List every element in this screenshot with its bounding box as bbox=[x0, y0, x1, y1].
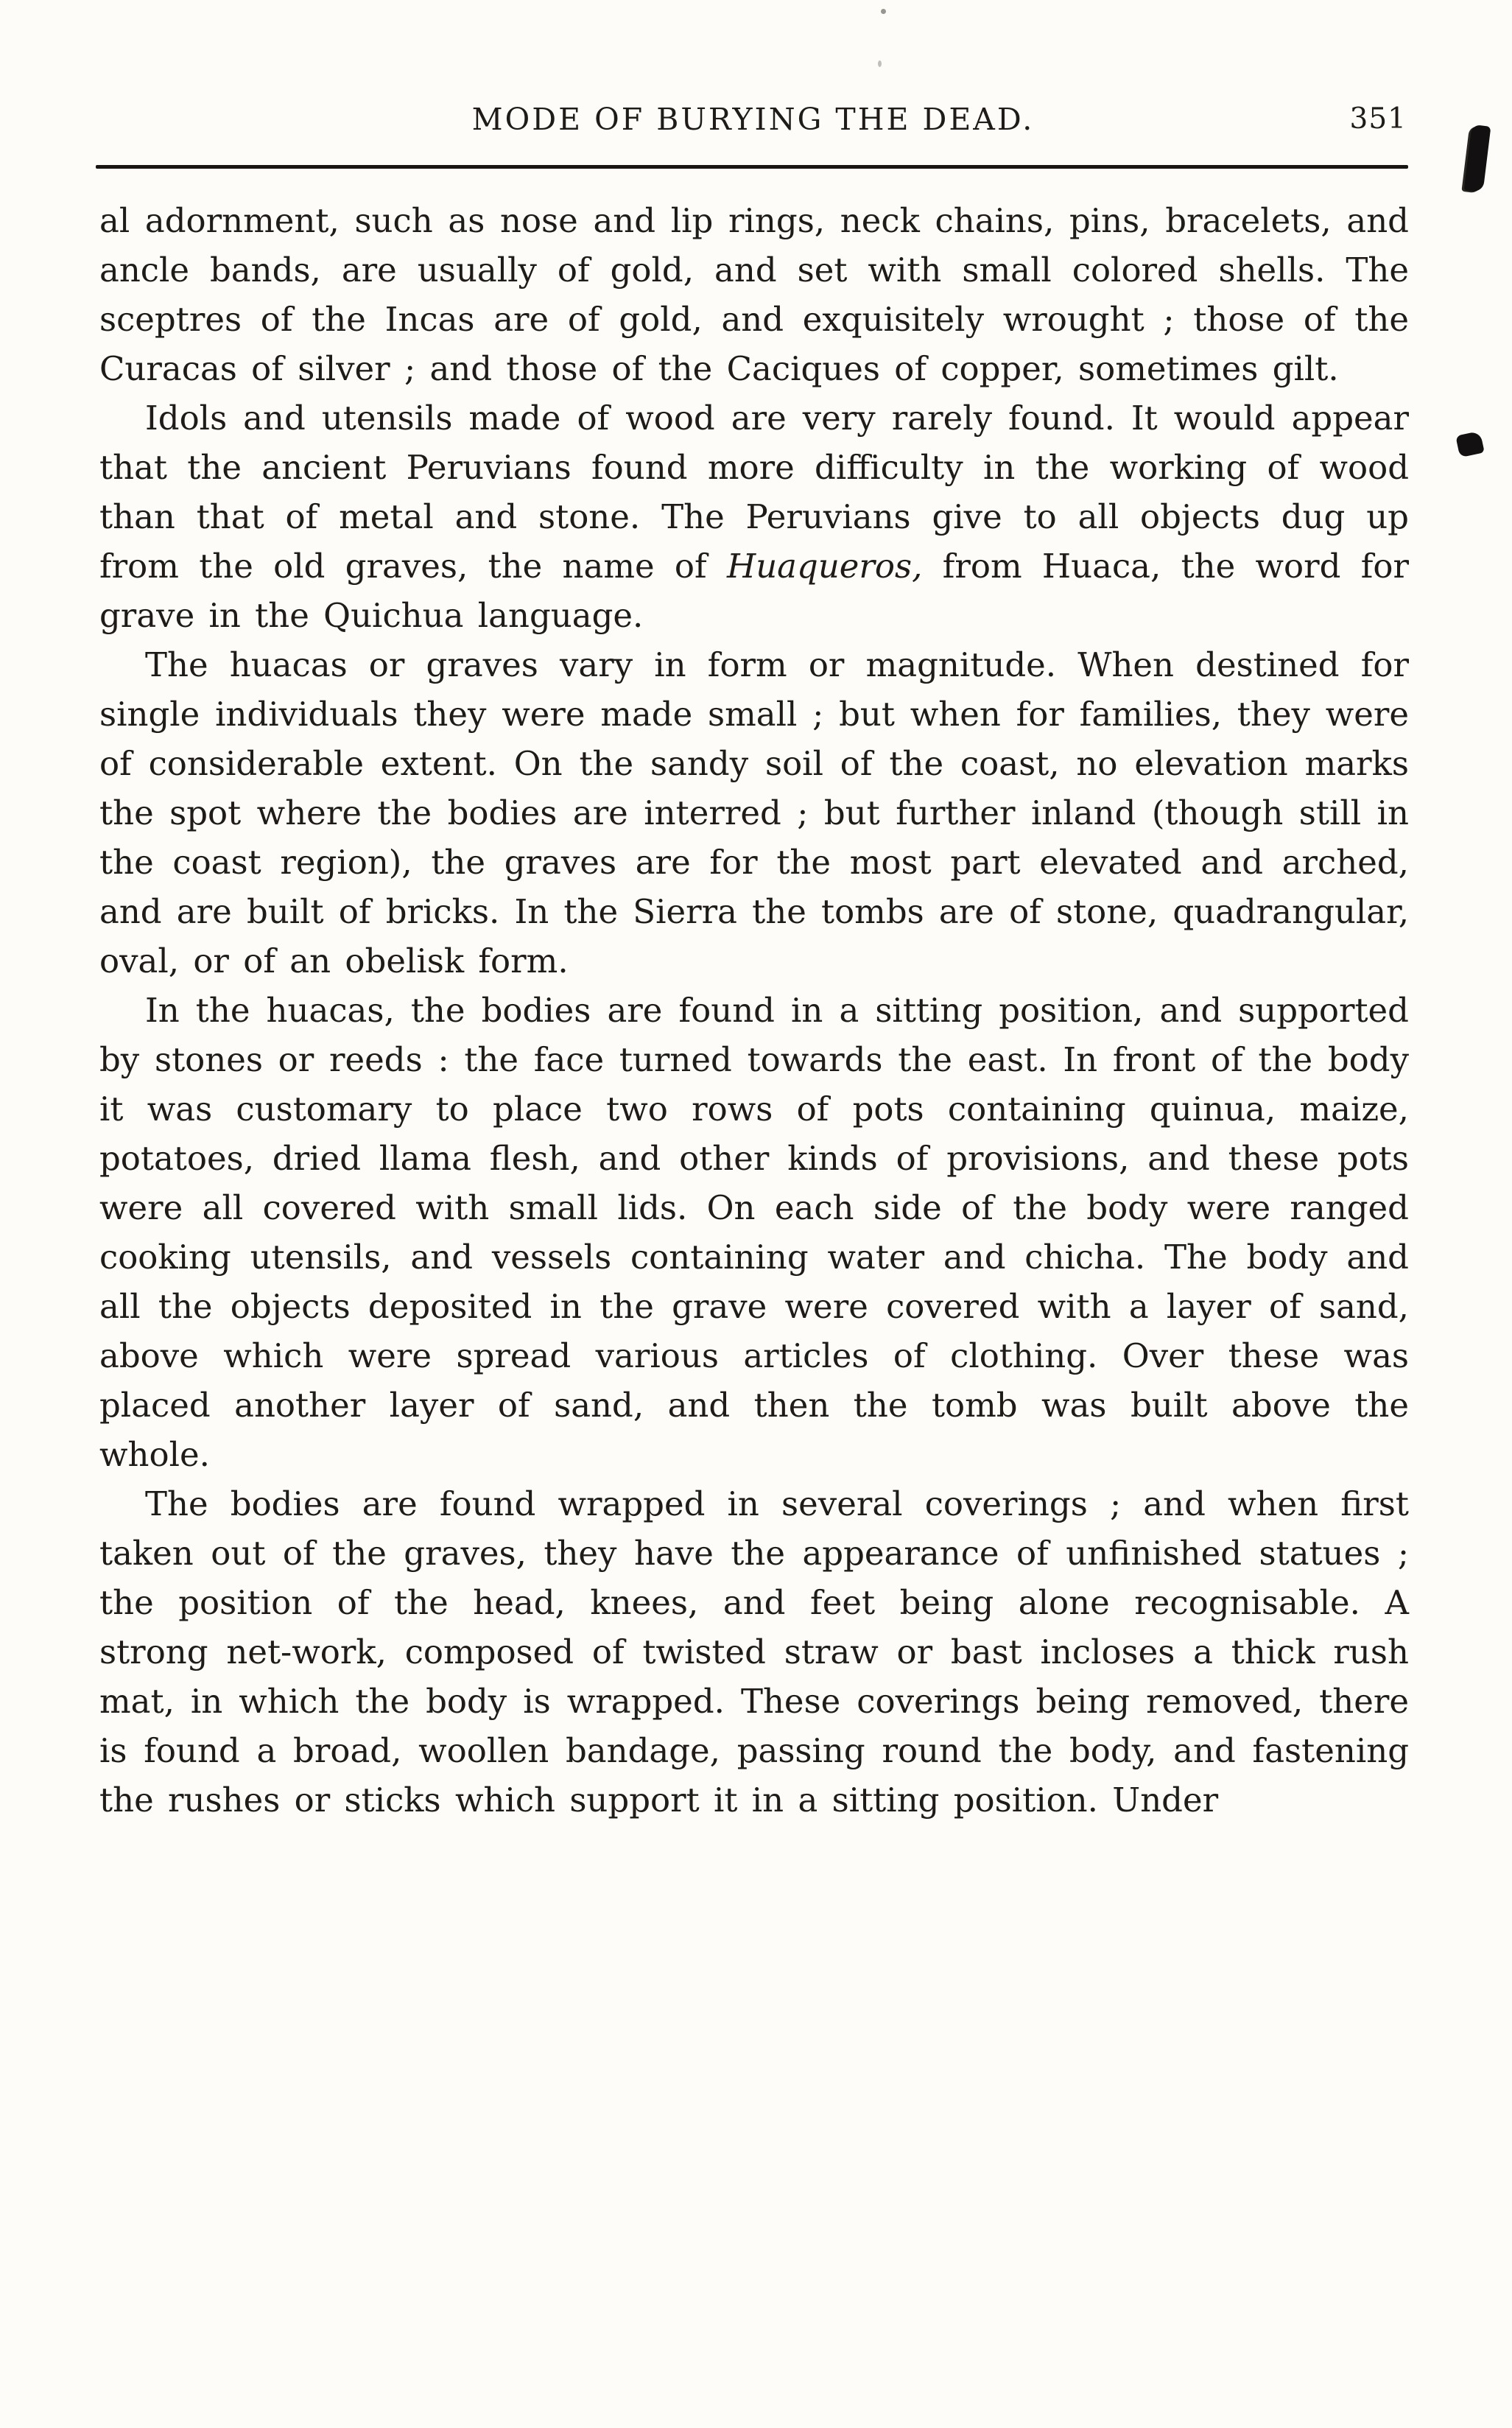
scan-speck bbox=[881, 9, 886, 14]
body-text: al adornment, such as nose and lip rings, neck chains, pins, bracelets, and ancle bands, are usually of gold, and set with small colored shells. The sceptres of the Incas are of gold, and exquisitely wrought ; those of the Curacas of silver ; and those of the Caciques of copper, sometimes gilt. bbox=[99, 201, 1409, 388]
scan-speck bbox=[878, 60, 882, 67]
header-divider bbox=[96, 165, 1408, 169]
text-block bbox=[99, 196, 1409, 1825]
ink-blot-artifact bbox=[1464, 124, 1491, 192]
paragraph bbox=[99, 196, 1409, 393]
paragraph bbox=[99, 986, 1409, 1479]
paragraph bbox=[99, 1479, 1409, 1825]
body-text: The bodies are found wrapped in several coverings ; and when first taken out of the graves, they have the appearance of unfinished statues ; the position of the head, knees, and feet being alone recognisable. A strong net-work, composed of twisted straw or bast incloses a thick rush mat, in which the body is wrapped. These coverings being removed, there is found a broad, woollen bandage, passing round the body, and fastening the rushes or sticks which support it in a sitting position. Under bbox=[99, 1484, 1409, 1820]
body-text: The huacas or graves vary in form or magnitude. When destined for single individuals they were made small ; but when for families, they were of considerable extent. On the sandy soil of the coast, no elevation marks the spot where the bodies are interred ; but further inland (though still in the coast region), the graves are for the most part elevated and arched, and are built of bricks. In the Sierra the tombs are of stone, quadrangular, oval, or of an obelisk form. bbox=[99, 645, 1409, 980]
running-header bbox=[99, 102, 1407, 146]
body-text: from Huaca, the word for grave in the Quichua language. bbox=[99, 547, 1409, 635]
page-number: 351 bbox=[1349, 102, 1407, 136]
italic-text: Huaqueros, bbox=[726, 547, 923, 586]
paragraph bbox=[99, 393, 1409, 640]
ink-blot-artifact bbox=[1455, 431, 1484, 457]
body-text: In the huacas, the bodies are found in a sitting position, and supported by stones or reeds : the face turned towards the east. In front of the body it was customary to place two rows of pots containing quinua, maize, potatoes, dried llama flesh, and other kinds of provisions, and these pots were all covered with small lids. On each side of the body were ranged cooking utensils, and vessels containing water and chicha. The body and all the objects deposited in the grave were covered with a layer of sand, above which were spread various articles of clothing. Over these was placed another layer of sand, and then the tomb was built above the whole. bbox=[99, 991, 1409, 1474]
page-title: MODE OF BURYING THE DEAD. bbox=[471, 102, 1035, 137]
paragraph bbox=[99, 640, 1409, 986]
body-text: Idols and utensils made of wood are very rarely found. It would appear that the ancient Peruvians found more difficulty in the working of wood than that of metal and stone. The Peruvians give to all objects dug up from the old graves, the name of bbox=[99, 399, 1409, 586]
